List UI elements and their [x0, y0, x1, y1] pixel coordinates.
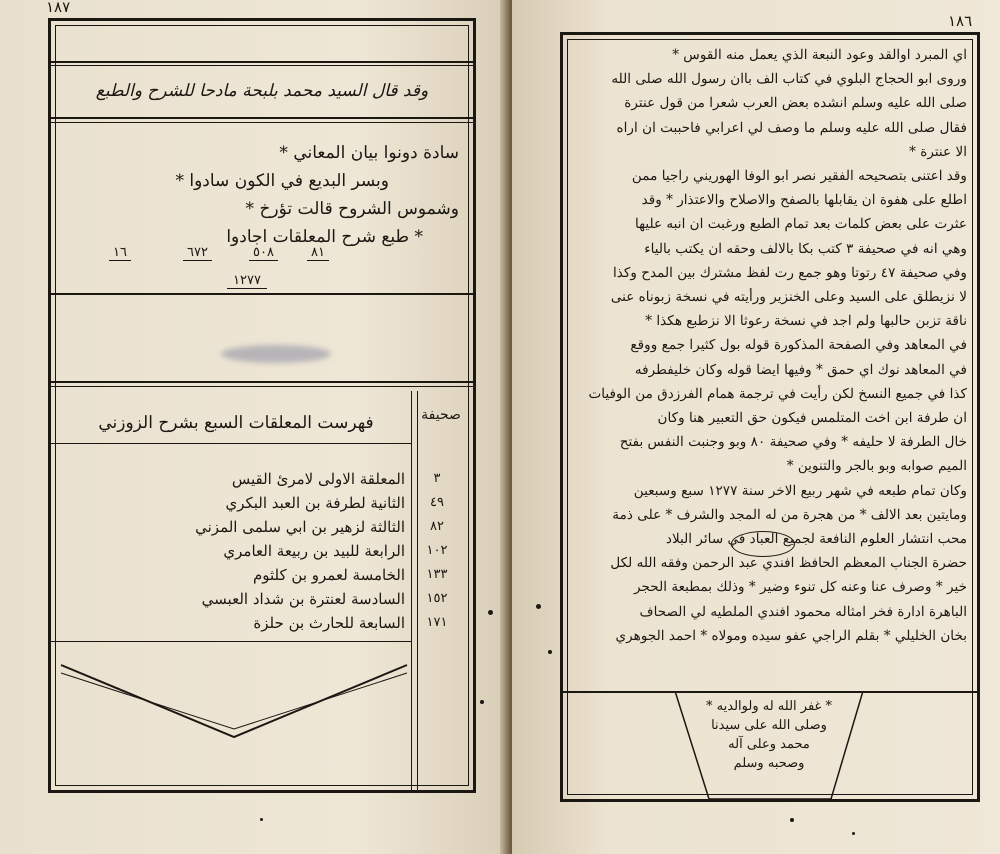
ink-speck: [852, 832, 855, 835]
toc-entry: [99, 491, 465, 515]
ink-stamp-smudge: [221, 345, 331, 363]
text-line: وفي صحيفة ٤٧ رتوتا وهو جمع رت لفظ مشترك بين المدح وكذا: [612, 264, 967, 281]
text-line: وقد اعتنى بتصحيحه الفقير نصر ابو الوفا الهوريني راجيا ممن: [631, 168, 967, 185]
toc-entry-title: المعلقة الاولى لامرئ القيس: [231, 470, 405, 488]
text-line: محب انتشار العلوم النافعة لجميع العباد في سائر البلاد: [665, 531, 967, 548]
divider: [51, 641, 411, 642]
text-line: اطلع على هفوة ان يقابلها بالصفح والاصلاح والاعتذار * وقد: [641, 192, 967, 209]
toc-entry-title: الثانية لطرفة بن العبد البكري: [225, 494, 405, 512]
right-page-frame: [560, 32, 980, 802]
divider: [51, 122, 473, 123]
date-number: ٦٧٢: [183, 245, 212, 261]
text-line: خال الطرفة لا حليفه * وفي صحيفة ٨٠ وبو وجنبت النفس بفتح: [619, 434, 967, 451]
right-page: [512, 0, 1000, 854]
credit-line: وقد قال السيد محمد بلبحة مادحا للشرح والطبع: [95, 81, 429, 101]
divider: [51, 293, 473, 295]
ink-speck: [536, 604, 541, 609]
colophon-line: وصلى الله على سيدنا: [711, 718, 827, 733]
toc-list: [99, 467, 465, 635]
toc-entry-page: ٤٩: [430, 495, 444, 510]
verse-line: سادة دونوا بيان المعاني *: [279, 143, 459, 163]
chevron-ornament: [59, 663, 409, 743]
verse-line: وبسر البديع في الكون سادوا *: [175, 171, 389, 191]
text-line: صلى الله عليه وسلم انشده بعض العرب شعرا من قول عنترة: [624, 95, 967, 112]
ink-speck: [480, 700, 484, 704]
ink-speck: [790, 818, 794, 822]
toc-entry: [99, 539, 465, 563]
text-line: في المعاهد وفي الصفحة المذكورة قوله بول كثيرا جمع ووقع: [630, 337, 967, 354]
text-line: ومايتين بعد الالف * من هجرة من له المجد والشرف * على ذمة: [612, 506, 967, 523]
toc-entry: [99, 467, 465, 491]
divider: [51, 386, 473, 387]
divider: [51, 61, 473, 63]
divider: [51, 65, 473, 66]
text-line: الا عنترة *: [909, 143, 967, 160]
text-line: كذا في جميع النسخ لكن رأيت في ترجمة همام الفرزدق من الوفيات: [588, 385, 967, 402]
toc-entry-page: ١٣٣: [426, 567, 448, 582]
toc-title: فهرست المعلقات السبع بشرح الزوزني: [98, 413, 374, 433]
text-line: ان طرفة ابن اخت المتلمس فيكون حق التعبير هنا وكان: [657, 410, 967, 427]
toc-entry-title: الثالثة لزهير بن ابي سلمى المزني: [195, 518, 405, 536]
date-number: ٨١: [307, 245, 329, 261]
toc-entry-title: الخامسة لعمرو بن كلثوم: [252, 566, 405, 584]
ink-speck: [260, 818, 263, 821]
colophon-line: وصحبه وسلم: [733, 756, 805, 771]
verse-block: [65, 139, 459, 251]
toc-entry: [99, 515, 465, 539]
text-line: الباهرة ادارة فخر امثاله محمود افندي الملطيه لي الصحاف: [639, 603, 967, 620]
left-page-frame: [48, 18, 476, 793]
text-line: فقال صلى الله عليه وسلم ما وصف لي اعرابي فاحببت ان اراه: [616, 119, 967, 136]
left-page-number: ١٨٧: [46, 0, 71, 16]
toc-entry: [99, 563, 465, 587]
colophon: [683, 697, 855, 801]
verse-line: * طبع شرح المعلقات اجادوا: [226, 227, 423, 247]
colophon-line: محمد وعلى آله: [728, 737, 810, 752]
toc-entry: [99, 587, 465, 611]
text-line: حضرة الجناب المعظم الحافظ افندي عبد الرحمن وفقه الله لكل: [610, 555, 967, 572]
verse-line: وشموس الشروح قالت تؤرخ *: [245, 199, 459, 219]
toc-entry-page: ٣: [433, 471, 441, 486]
date-total: ١٢٧٧: [227, 273, 267, 289]
divider: [51, 443, 411, 444]
ink-speck: [488, 610, 493, 615]
toc-entry-page: ١٥٢: [426, 591, 448, 606]
text-line: الميم صوابه وبو بالجر والتنوين *: [786, 458, 967, 475]
text-line: وروى ابو الحجاج البلوي في كتاب الف باان رسول الله صلى الله: [611, 71, 967, 88]
date-numbers: [109, 245, 359, 269]
ink-speck: [548, 650, 552, 654]
divider: [51, 117, 473, 119]
divider: [51, 381, 473, 383]
toc-entry: [99, 611, 465, 635]
commentary-text: [573, 43, 967, 648]
circled-date: [731, 531, 795, 557]
text-line: ناقة تزبن حالبها ولم اجد في نسخة رعوثا الا نزطبع هكذا *: [645, 313, 967, 330]
text-line: عثرت على بعض كلمات بعد تمام الطبع ورغبت ان انبه عليها: [634, 216, 967, 233]
date-number: ١٦: [109, 245, 131, 261]
toc-entry-page: ١٠٢: [426, 543, 448, 558]
text-line: في المعاهد نوك اي حمق * وفيها ايضا قوله وكان خليفطرفه: [634, 361, 967, 378]
date-number: ٥٠٨: [249, 245, 278, 261]
toc-entry-title: السادسة لعنترة بن شداد العبسي: [201, 590, 405, 608]
right-page-number: ١٨٦: [948, 12, 973, 30]
text-line: خير * وصرف عنا وعنه كل تنوء وضير * وذلك بمطبعة الحجر: [634, 579, 967, 596]
text-line: اي المبرد اوالقد وعود النبعة الذي يعمل منه القوس *: [672, 47, 967, 63]
text-line: وهي انه في صحيفة ٣ كتب بكا بالالف وحقه ان يكتب بالياء: [644, 240, 967, 257]
toc-entry-page: ١٧١: [426, 615, 448, 630]
colophon-line: * غفر الله له ولوالديه *: [706, 699, 832, 714]
text-line: بخان الخليلي * بقلم الراجي عفو سيده ومولاه * احمد الجوهري: [615, 627, 967, 644]
toc-entry-title: الرابعة للبيد بن ربيعة العامري: [223, 542, 405, 560]
text-line: لا نزيطلق على السيد وعلى الخنزير ورأيته في نسخة زبوناه عنى: [610, 289, 967, 306]
text-line: وكان تمام طبعه في شهر ربيع الاخر سنة ١٢٧٧ سبع وسبعين: [633, 482, 967, 499]
toc-page-header: صحيفة: [421, 407, 461, 423]
toc-entry-title: السابعة للحارث بن حلزة: [253, 614, 405, 632]
toc-entry-page: ٨٢: [430, 519, 444, 534]
